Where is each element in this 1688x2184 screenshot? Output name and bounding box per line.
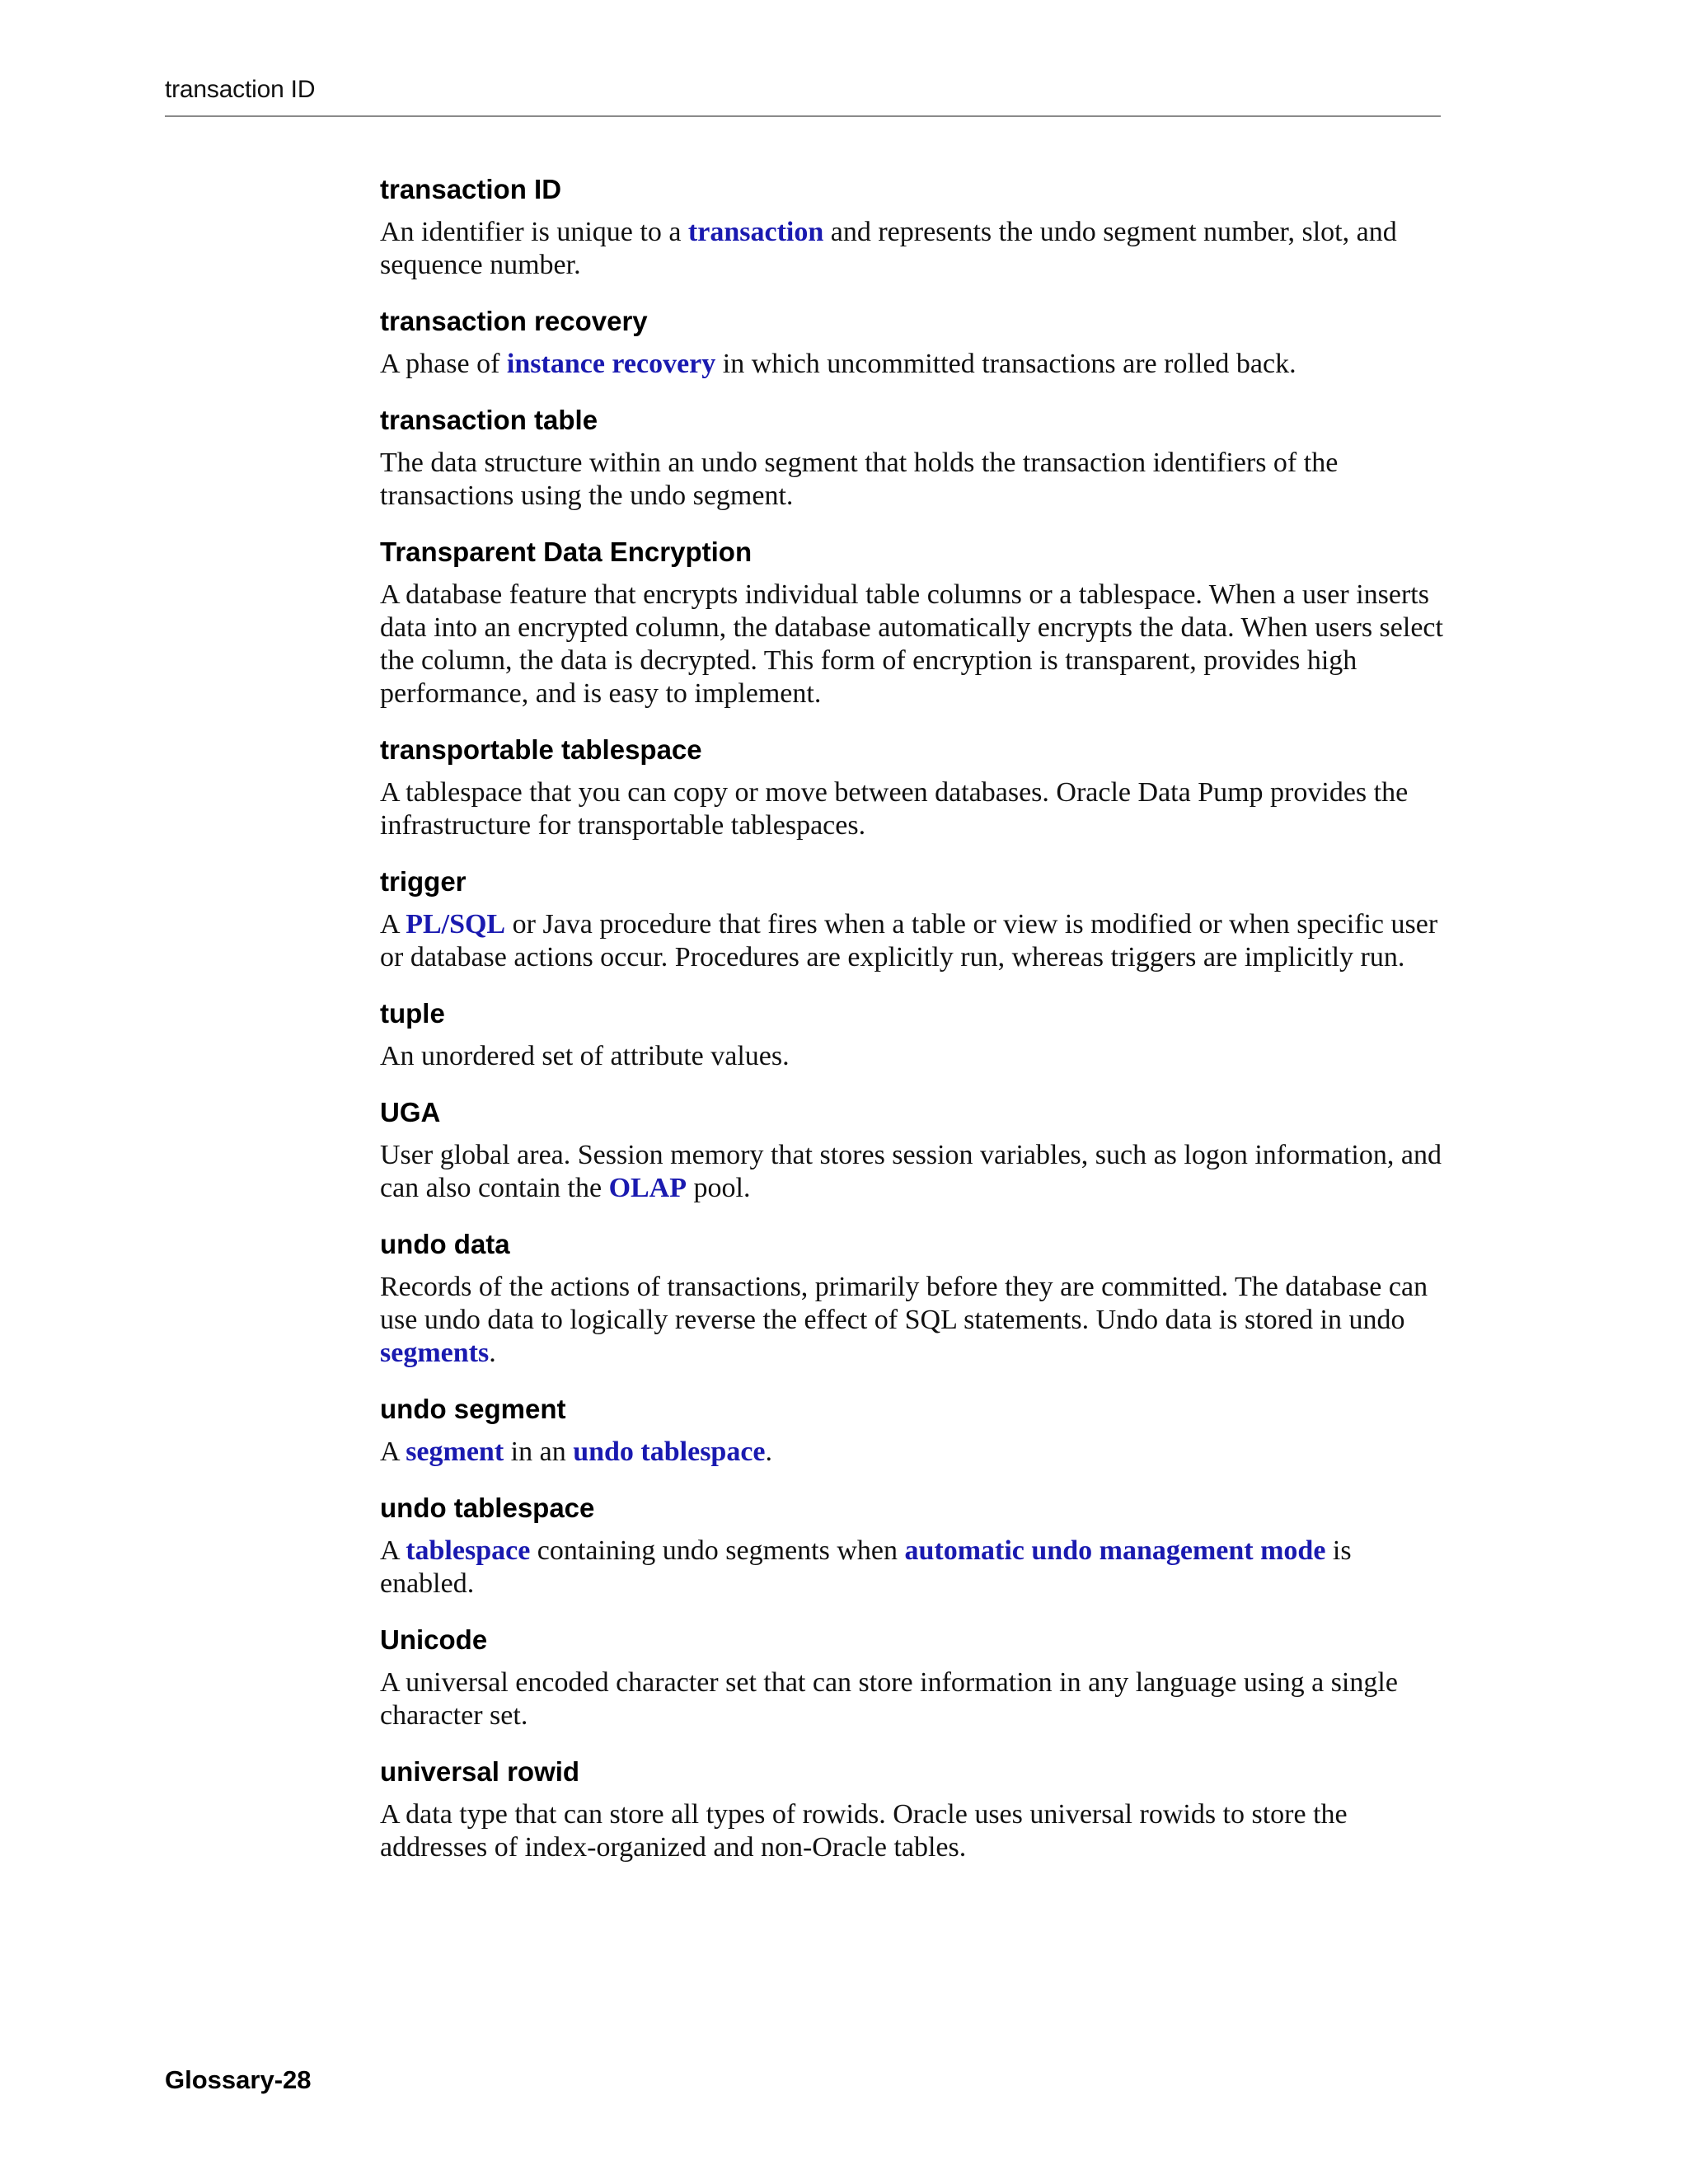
- glossary-definition: [380, 908, 1443, 974]
- definition-text: A universal encoded character set that can store information in any language using a single character set.: [380, 1667, 1398, 1731]
- glossary-entry: [380, 173, 1443, 282]
- definition-text: An unordered set of attribute values.: [380, 1041, 790, 1071]
- glossary-definition: [380, 1798, 1443, 1864]
- glossary-definition: [380, 1436, 1443, 1469]
- glossary-entry: [380, 1492, 1443, 1601]
- glossary-definition: [380, 1535, 1443, 1601]
- glossary-definition: [380, 776, 1443, 842]
- definition-text: A data type that can store all types of rowids. Oracle uses universal rowids to store the addresses of index-organized and non-Oracle tables.: [380, 1799, 1348, 1863]
- glossary-definition: [380, 447, 1443, 513]
- glossary-term: transportable tablespace: [380, 734, 702, 765]
- glossary-term: undo segment: [380, 1394, 566, 1424]
- definition-text: A tablespace that you can copy or move between databases. Oracle Data Pump provides the infrastructure for transportable tablespaces.: [380, 777, 1409, 841]
- glossary-term: undo tablespace: [380, 1493, 595, 1523]
- glossary-term: UGA: [380, 1097, 441, 1127]
- definition-text: pool.: [687, 1173, 751, 1203]
- glossary-list: [380, 173, 1443, 1887]
- glossary-cross-reference-link[interactable]: automatic undo management mode: [904, 1535, 1326, 1566]
- glossary-definition: [380, 348, 1443, 381]
- glossary-entry: [380, 997, 1443, 1073]
- glossary-term: trigger: [380, 866, 467, 897]
- header-rule: [165, 115, 1441, 117]
- definition-text: or Java procedure that fires when a table or view is modified or when specific user or database actions occur. Procedures are explicitly run, whereas triggers are implicitly run.: [380, 909, 1438, 972]
- glossary-term: transaction table: [380, 405, 598, 435]
- glossary-cross-reference-link[interactable]: PL/SQL: [406, 909, 506, 940]
- definition-text: in which uncommitted transactions are rolled back.: [715, 349, 1296, 379]
- glossary-cross-reference-link[interactable]: segment: [406, 1436, 504, 1467]
- definition-text: is enabled.: [380, 1535, 1352, 1599]
- glossary-entry: [380, 404, 1443, 513]
- glossary-term: Unicode: [380, 1624, 488, 1655]
- running-header: transaction ID: [165, 76, 316, 103]
- glossary-entry: [380, 1096, 1443, 1205]
- glossary-cross-reference-link[interactable]: OLAP: [608, 1173, 687, 1203]
- glossary-entry: [380, 1755, 1443, 1864]
- glossary-entry: [380, 536, 1443, 710]
- definition-text: User global area. Session memory that stores session variables, such as logon information, and can also contain the: [380, 1140, 1442, 1203]
- glossary-definition: [380, 216, 1443, 282]
- glossary-definition: [380, 1271, 1443, 1370]
- glossary-cross-reference-link[interactable]: instance recovery: [506, 349, 716, 379]
- glossary-definition: [380, 579, 1443, 710]
- glossary-term: Transparent Data Encryption: [380, 537, 753, 567]
- definition-text: The data structure within an undo segment that holds the transaction identifiers of the transactions using the undo segment.: [380, 448, 1339, 511]
- glossary-definition: [380, 1666, 1443, 1732]
- definition-text: A database feature that encrypts individual table columns or a tablespace. When a user inserts data into an encrypted column, the database automatically encrypts the data. When users select the column, the data is decrypted. This form of encryption is transparent, provides high performance, and is easy to implement.: [380, 579, 1443, 709]
- glossary-cross-reference-link[interactable]: segments: [380, 1338, 490, 1368]
- glossary-entry: [380, 733, 1443, 842]
- glossary-entry: [380, 865, 1443, 974]
- glossary-definition: [380, 1139, 1443, 1205]
- definition-text: Records of the actions of transactions, primarily before they are committed. The database can use undo data to logically reverse the effect of SQL statements. Undo data is stored in undo: [380, 1272, 1428, 1335]
- definition-text: containing undo segments when: [530, 1535, 905, 1566]
- glossary-cross-reference-link[interactable]: tablespace: [406, 1535, 531, 1566]
- definition-text: A phase of: [380, 349, 507, 379]
- glossary-term: tuple: [380, 998, 445, 1029]
- glossary-term: transaction recovery: [380, 306, 648, 336]
- definition-text: in an: [504, 1436, 574, 1467]
- definition-text: An identifier is unique to a: [380, 217, 688, 247]
- glossary-cross-reference-link[interactable]: transaction: [687, 217, 824, 247]
- glossary-entry: [380, 1228, 1443, 1370]
- definition-text: A: [380, 1436, 406, 1467]
- glossary-entry: [380, 1393, 1443, 1469]
- definition-text: .: [765, 1436, 773, 1467]
- glossary-term: transaction ID: [380, 174, 562, 204]
- glossary-entry: [380, 305, 1443, 381]
- glossary-definition: [380, 1040, 1443, 1073]
- definition-text: and represents the undo segment number, slot, and sequence number.: [380, 217, 1397, 280]
- glossary-cross-reference-link[interactable]: undo tablespace: [573, 1436, 766, 1467]
- glossary-term: undo data: [380, 1229, 510, 1259]
- glossary-entry: [380, 1624, 1443, 1732]
- glossary-term: universal rowid: [380, 1756, 580, 1787]
- definition-text: A: [380, 1535, 406, 1566]
- definition-text: .: [489, 1338, 496, 1368]
- page-number-footer: Glossary-28: [165, 2065, 312, 2094]
- definition-text: A: [380, 909, 406, 940]
